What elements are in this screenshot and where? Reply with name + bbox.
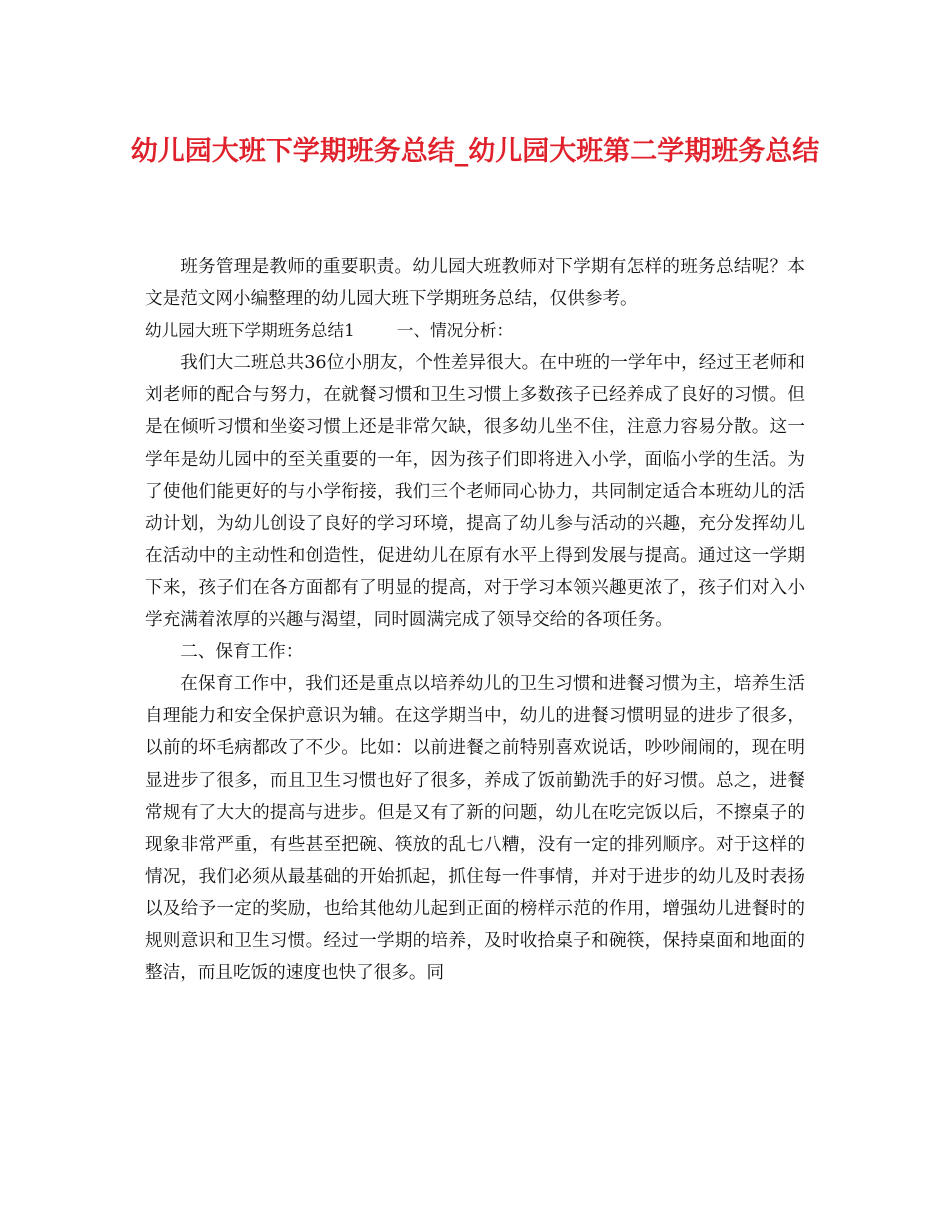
- document-title: 幼儿园大班下学期班务总结_幼儿园大班第二学期班务总结: [130, 136, 820, 167]
- document-body: [145, 251, 805, 989]
- section1-paragraph: 我们大二班总共36位小朋友，个性差异很大。在中班的一学年中，经过王老师和刘老师的配合与努力，在就餐习惯和卫生习惯上多数孩子已经养成了良好的习惯。但是在倾听习惯和坐姿习惯上还是非常欠缺，很多幼儿坐不住，注意力容易分散。这一学年是幼儿园中的至关重要的一年，因为孩子们即将进入小学，面临小学的生活。为了使他们能更好的与小学衔接，我们三个老师同心协力，共同制定适合本班幼儿的活动计划，为幼儿创设了良好的学习环境，提高了幼儿参与活动的兴趣，充分发挥幼儿在活动中的主动性和创造性，促进幼儿在原有水平上得到发展与提高。通过这一学期下来，孩子们在各方面都有了明显的提高，对于学习本领兴趣更浓了，孩子们对入小学充满着浓厚的兴趣与渴望，同时圆满完成了领导交给的各项任务。: [145, 353, 805, 631]
- summary-heading-line: [145, 315, 805, 347]
- summary-heading: 幼儿园大班下学期班务总结1: [145, 321, 355, 341]
- section2-heading: 二、保育工作：: [180, 642, 304, 663]
- section1-heading: 一、情况分析：: [396, 321, 514, 341]
- section2-paragraph: 在保育工作中，我们还是重点以培养幼儿的卫生习惯和进餐习惯为主，培养生活自理能力和安全保护意识为辅。在这学期当中，幼儿的进餐习惯明显的进步了很多，以前的坏毛病都改了不少。比如：以前进餐之前特别喜欢说话，吵吵闹闹的，现在明显进步了很多，而且卫生习惯也好了很多，养成了饭前勤洗手的好习惯。总之，进餐常规有了大大的提高与进步。但是又有了新的问题，幼儿在吃完饭以后，不擦桌子的现象非常严重，有些甚至把碗、筷放的乱七八糟，没有一定的排列顺序。对于这样的情况，我们必须从最基础的开始抓起，抓住每一件事情，并对于进步的幼儿及时表扬以及给予一定的奖励，也给其他幼儿起到正面的榜样示范的作用，增强幼儿进餐时的规则意识和卫生习惯。经过一学期的培养，及时收拾桌子和碗筷，保持桌面和地面的整洁，而且吃饭的速度也快了很多。同: [145, 674, 805, 984]
- intro-paragraph: 班务管理是教师的重要职责。幼儿园大班教师对下学期有怎样的班务总结呢？本文是范文网小编整理的幼儿园大班下学期班务总结，仅供参考。: [145, 257, 805, 310]
